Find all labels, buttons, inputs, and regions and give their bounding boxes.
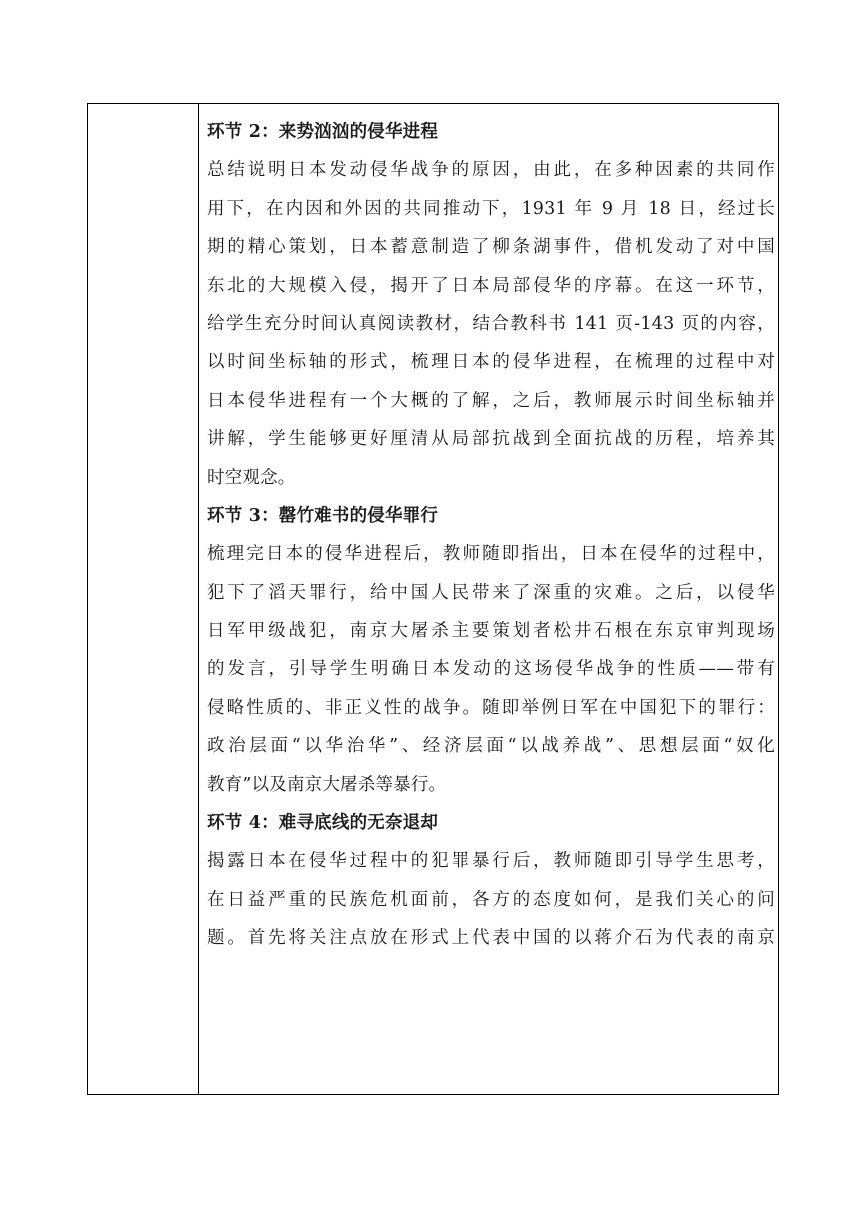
paragraph-line: 时空观念。: [207, 467, 296, 488]
paragraph-line: 梳理完日本的侵华进程后，教师随即指出，日本在侵华的过程中，: [207, 544, 775, 565]
table-right-column: [199, 104, 778, 1094]
paragraph-line: 讲解，学生能够更好厘清从局部抗战到全面抗战的历程，培养其: [207, 429, 775, 450]
paragraph-line: 总结说明日本发动侵华战争的原因，由此，在多种因素的共同作: [207, 160, 775, 181]
paragraph-line: 题。首先将关注点放在形式上代表中国的以蒋介石为代表的南京: [207, 928, 775, 949]
paragraph-line: 东北的大规模入侵，揭开了日本局部侵华的序幕。在这一环节，: [207, 275, 775, 296]
section-heading: 环节 2：来势汹汹的侵华进程: [207, 122, 439, 142]
paragraph-line: 日本侵华进程有一个大概的了解，之后，教师展示时间坐标轴并: [207, 390, 775, 411]
section-heading: 环节 4：难寻底线的无奈退却: [207, 813, 439, 834]
paragraph-line: 揭露日本在侵华过程中的犯罪暴行后，教师随即引导学生思考，: [207, 851, 775, 872]
paragraph-line: 犯下了滔天罪行，给中国人民带来了深重的灾难。之后，以侵华: [207, 582, 775, 603]
lesson-table: [87, 103, 779, 1095]
paragraph-line: 以时间坐标轴的形式，梳理日本的侵华进程，在梳理的过程中对: [207, 352, 775, 373]
paragraph-line: 用下，在内因和外因的共同推动下，1931 年 9 月 18 日，经过长: [207, 198, 775, 219]
paragraph-line: 的发言，引导学生明确日本发动的这场侵华战争的性质——带有: [207, 659, 775, 680]
paragraph-line: 给学生充分时间认真阅读教材，结合教科书 141 页-143 页的内容，: [207, 313, 775, 334]
section-heading: 环节 3：罄竹难书的侵华罪行: [207, 505, 439, 526]
paragraph-line: 教育”以及南京大屠杀等暴行。: [207, 774, 447, 795]
paragraph-line: 日军甲级战犯，南京大屠杀主要策划者松井石根在东京审判现场: [207, 621, 775, 642]
table-left-column: [88, 104, 199, 1094]
paragraph-line: 政治层面“以华治华”、经济层面“以战养战”、思想层面“奴化: [207, 736, 775, 757]
paragraph-line: 在日益严重的民族危机面前，各方的态度如何，是我们关心的问: [207, 889, 775, 910]
paragraph-line: 侵略性质的、非正义性的战争。随即举例日军在中国犯下的罪行：: [207, 697, 775, 718]
lesson-content: [207, 113, 775, 958]
paragraph-line: 期的精心策划，日本蓄意制造了柳条湖事件，借机发动了对中国: [207, 237, 775, 258]
